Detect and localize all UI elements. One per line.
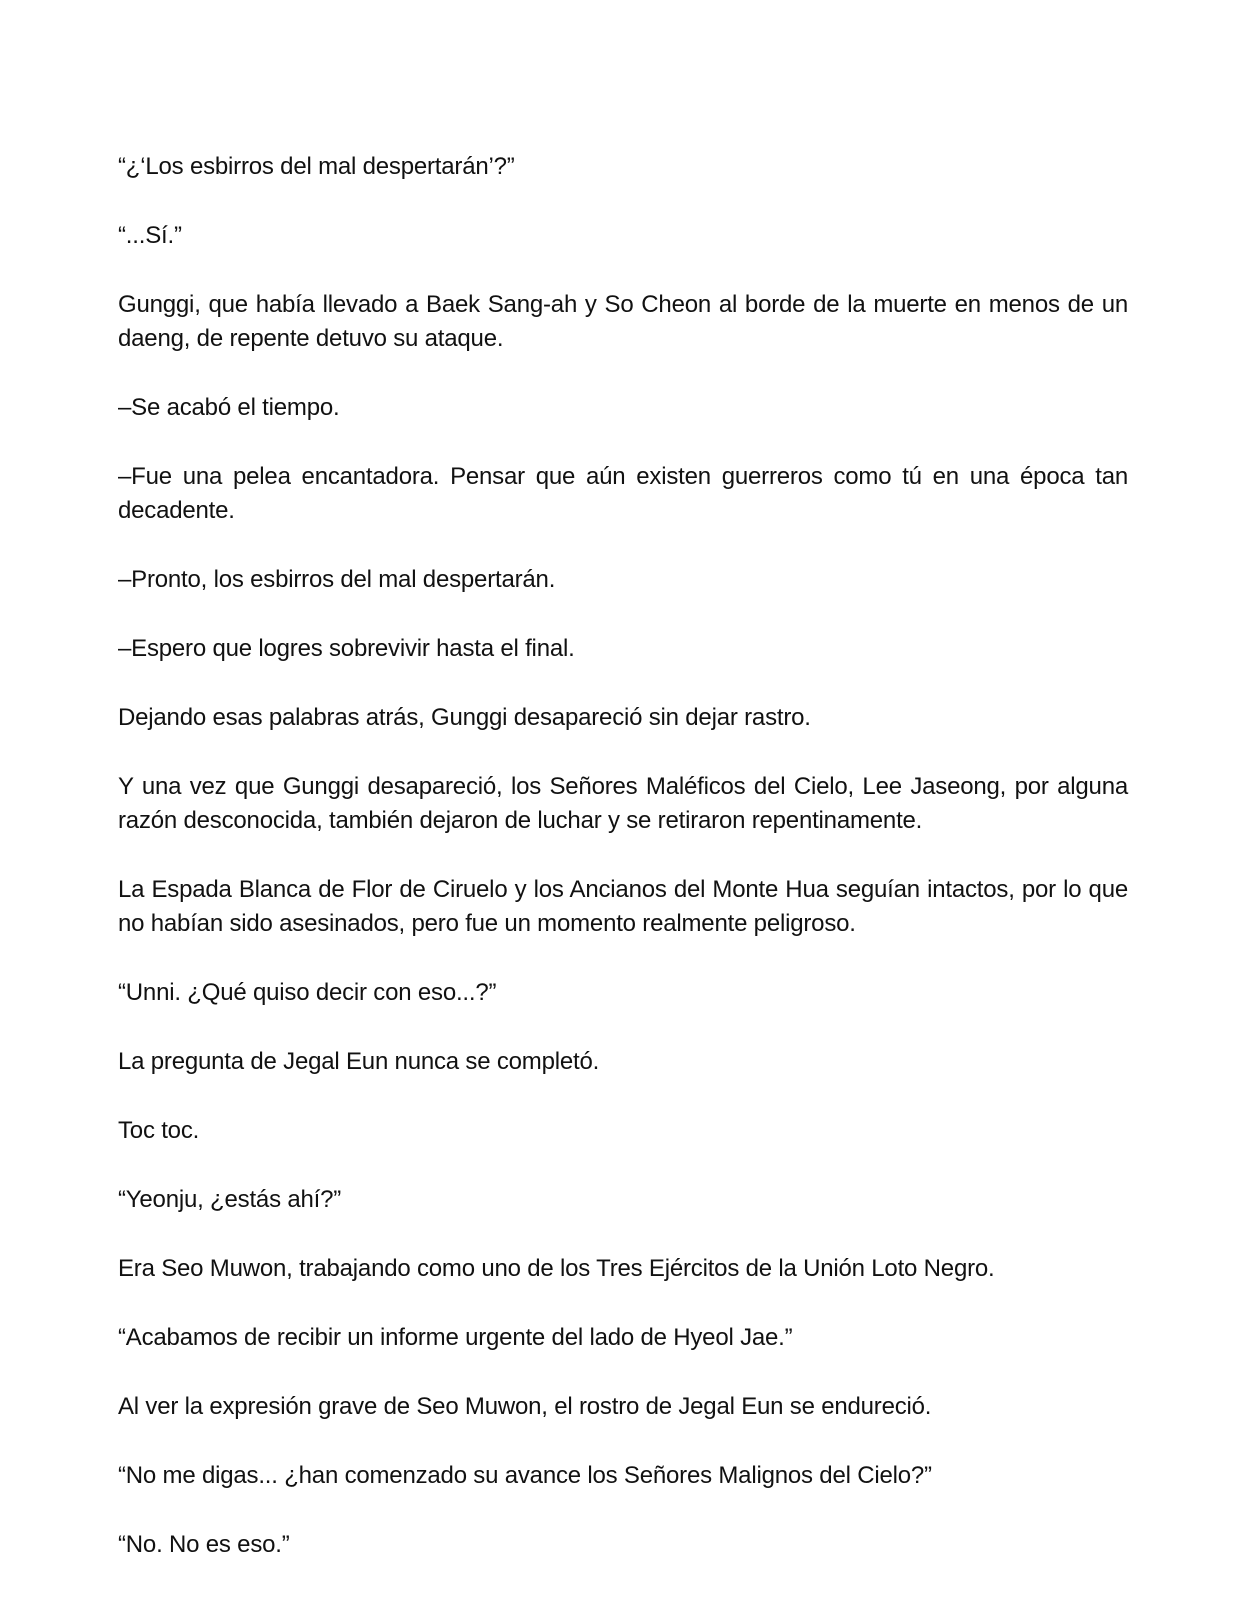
paragraph: Era Seo Muwon, trabajando como uno de los Tres Ejércitos de la Unión Loto Negro. bbox=[118, 1255, 995, 1282]
paragraph: “No me digas... ¿han comenzado su avance los Señores Malignos del Cielo?” bbox=[118, 1462, 932, 1489]
paragraph: Dejando esas palabras atrás, Gunggi desapareció sin dejar rastro. bbox=[118, 704, 811, 731]
paragraph: –Se acabó el tiempo. bbox=[118, 394, 340, 421]
paragraph: –Fue una pelea encantadora. Pensar que aún existen guerreros como tú en una época tan decadente. bbox=[118, 463, 1128, 524]
paragraph: “Unni. ¿Qué quiso decir con eso...?” bbox=[118, 979, 497, 1006]
paragraph: –Pronto, los esbirros del mal despertarán. bbox=[118, 566, 556, 593]
paragraph: Al ver la expresión grave de Seo Muwon, el rostro de Jegal Eun se endureció. bbox=[118, 1393, 932, 1420]
paragraph: “No. No es eso.” bbox=[118, 1531, 290, 1558]
paragraph: “¿‘Los esbirros del mal despertarán’?” bbox=[118, 153, 515, 180]
document-body bbox=[118, 150, 1128, 1597]
paragraph: –Espero que logres sobrevivir hasta el final. bbox=[118, 635, 575, 662]
paragraph: La pregunta de Jegal Eun nunca se completó. bbox=[118, 1048, 600, 1075]
paragraph: “...Sí.” bbox=[118, 222, 182, 249]
paragraph: “Yeonju, ¿estás ahí?” bbox=[118, 1186, 342, 1213]
paragraph: Y una vez que Gunggi desapareció, los Señores Maléficos del Cielo, Lee Jaseong, por alguna razón desconocida, también dejaron de luchar y se retiraron repentinamente. bbox=[118, 773, 1128, 834]
paragraph: Gunggi, que había llevado a Baek Sang-ah y So Cheon al borde de la muerte en menos de un daeng, de repente detuvo su ataque. bbox=[118, 291, 1128, 352]
paragraph: Toc toc. bbox=[118, 1117, 200, 1144]
paragraph: “Acabamos de recibir un informe urgente del lado de Hyeol Jae.” bbox=[118, 1324, 793, 1351]
paragraph: La Espada Blanca de Flor de Ciruelo y los Ancianos del Monte Hua seguían intactos, por lo que no habían sido asesinados, pero fue un momento realmente peligroso. bbox=[118, 876, 1128, 937]
